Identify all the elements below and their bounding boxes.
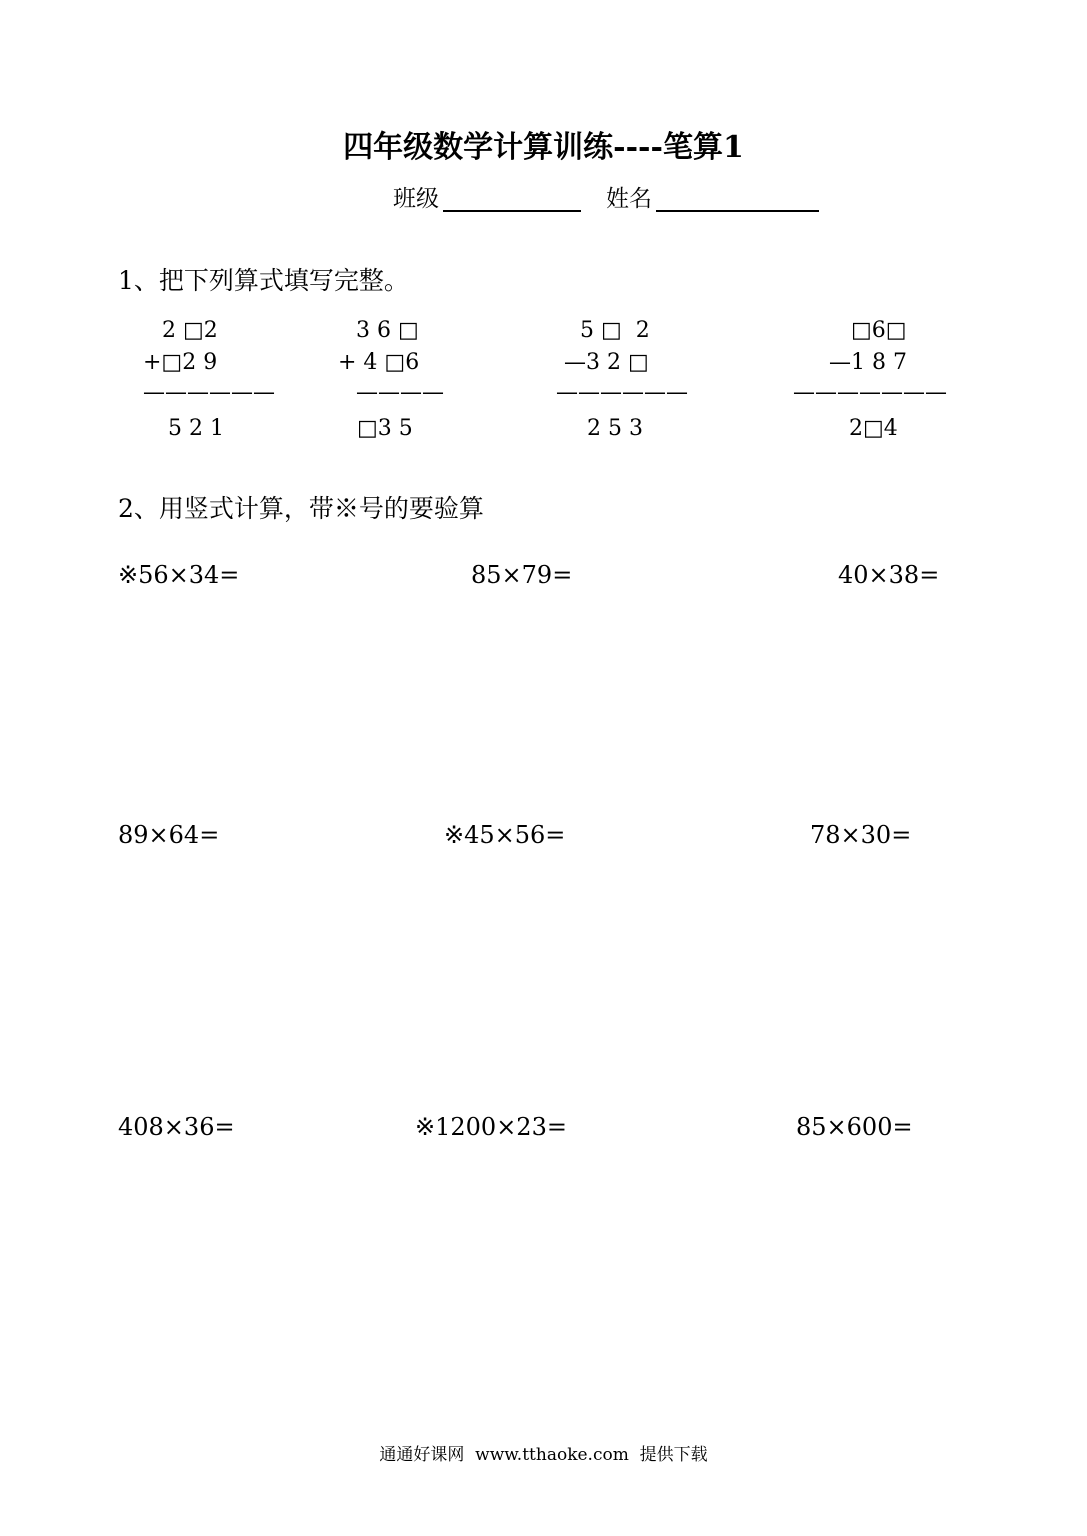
page-title: 四年级数学计算训练----笔算1 (343, 130, 744, 165)
fill-col2-row1: 3 6 □ (356, 318, 419, 343)
footer-source: 通通好课网 www.tthaoke.com 提供下载 (379, 1445, 708, 1465)
problem-4: 89×64= (118, 821, 220, 849)
fill-col1-row2: +□2 9 (143, 350, 218, 375)
problem-8: ※1200×23= (415, 1113, 567, 1141)
problem-9: 85×600= (796, 1113, 913, 1141)
class-blank-line[interactable] (443, 210, 581, 212)
problem-1: ※56×34= (118, 561, 240, 589)
fill-col1-row1: 2 □2 (162, 318, 218, 343)
class-label: 班级 (393, 186, 439, 212)
fill-col3-row1: 5 □ 2 (580, 318, 650, 343)
problem-5: ※45×56= (444, 821, 566, 849)
section1-heading: 1、把下列算式填写完整。 (118, 266, 409, 295)
fill-col4-bar: ——————— (793, 380, 947, 405)
fill-col3-row2: —3 2 □ (564, 350, 649, 375)
fill-col1-result: 5 2 1 (168, 416, 224, 441)
problem-2: 85×79= (471, 561, 573, 589)
name-label: 姓名 (606, 186, 652, 212)
fill-col2-row2: + 4 □6 (338, 350, 420, 375)
fill-col2-result: □3 5 (357, 416, 413, 441)
problem-6: 78×30= (810, 821, 912, 849)
problem-3: 40×38= (838, 561, 940, 589)
fill-col3-result: 2 5 3 (587, 416, 643, 441)
fill-col3-bar: —————— (556, 380, 688, 405)
fill-col4-row1: □6□ (851, 318, 907, 343)
name-blank-line[interactable] (656, 210, 819, 212)
fill-col2-bar: ———— (356, 380, 444, 405)
problem-7: 408×36= (118, 1113, 235, 1141)
section2-heading: 2、用竖式计算，带※号的要验算 (118, 494, 484, 523)
fill-col1-bar: —————— (143, 380, 275, 405)
fill-col4-result: 2□4 (849, 416, 898, 441)
fill-col4-row2: —1 8 7 (829, 350, 907, 375)
